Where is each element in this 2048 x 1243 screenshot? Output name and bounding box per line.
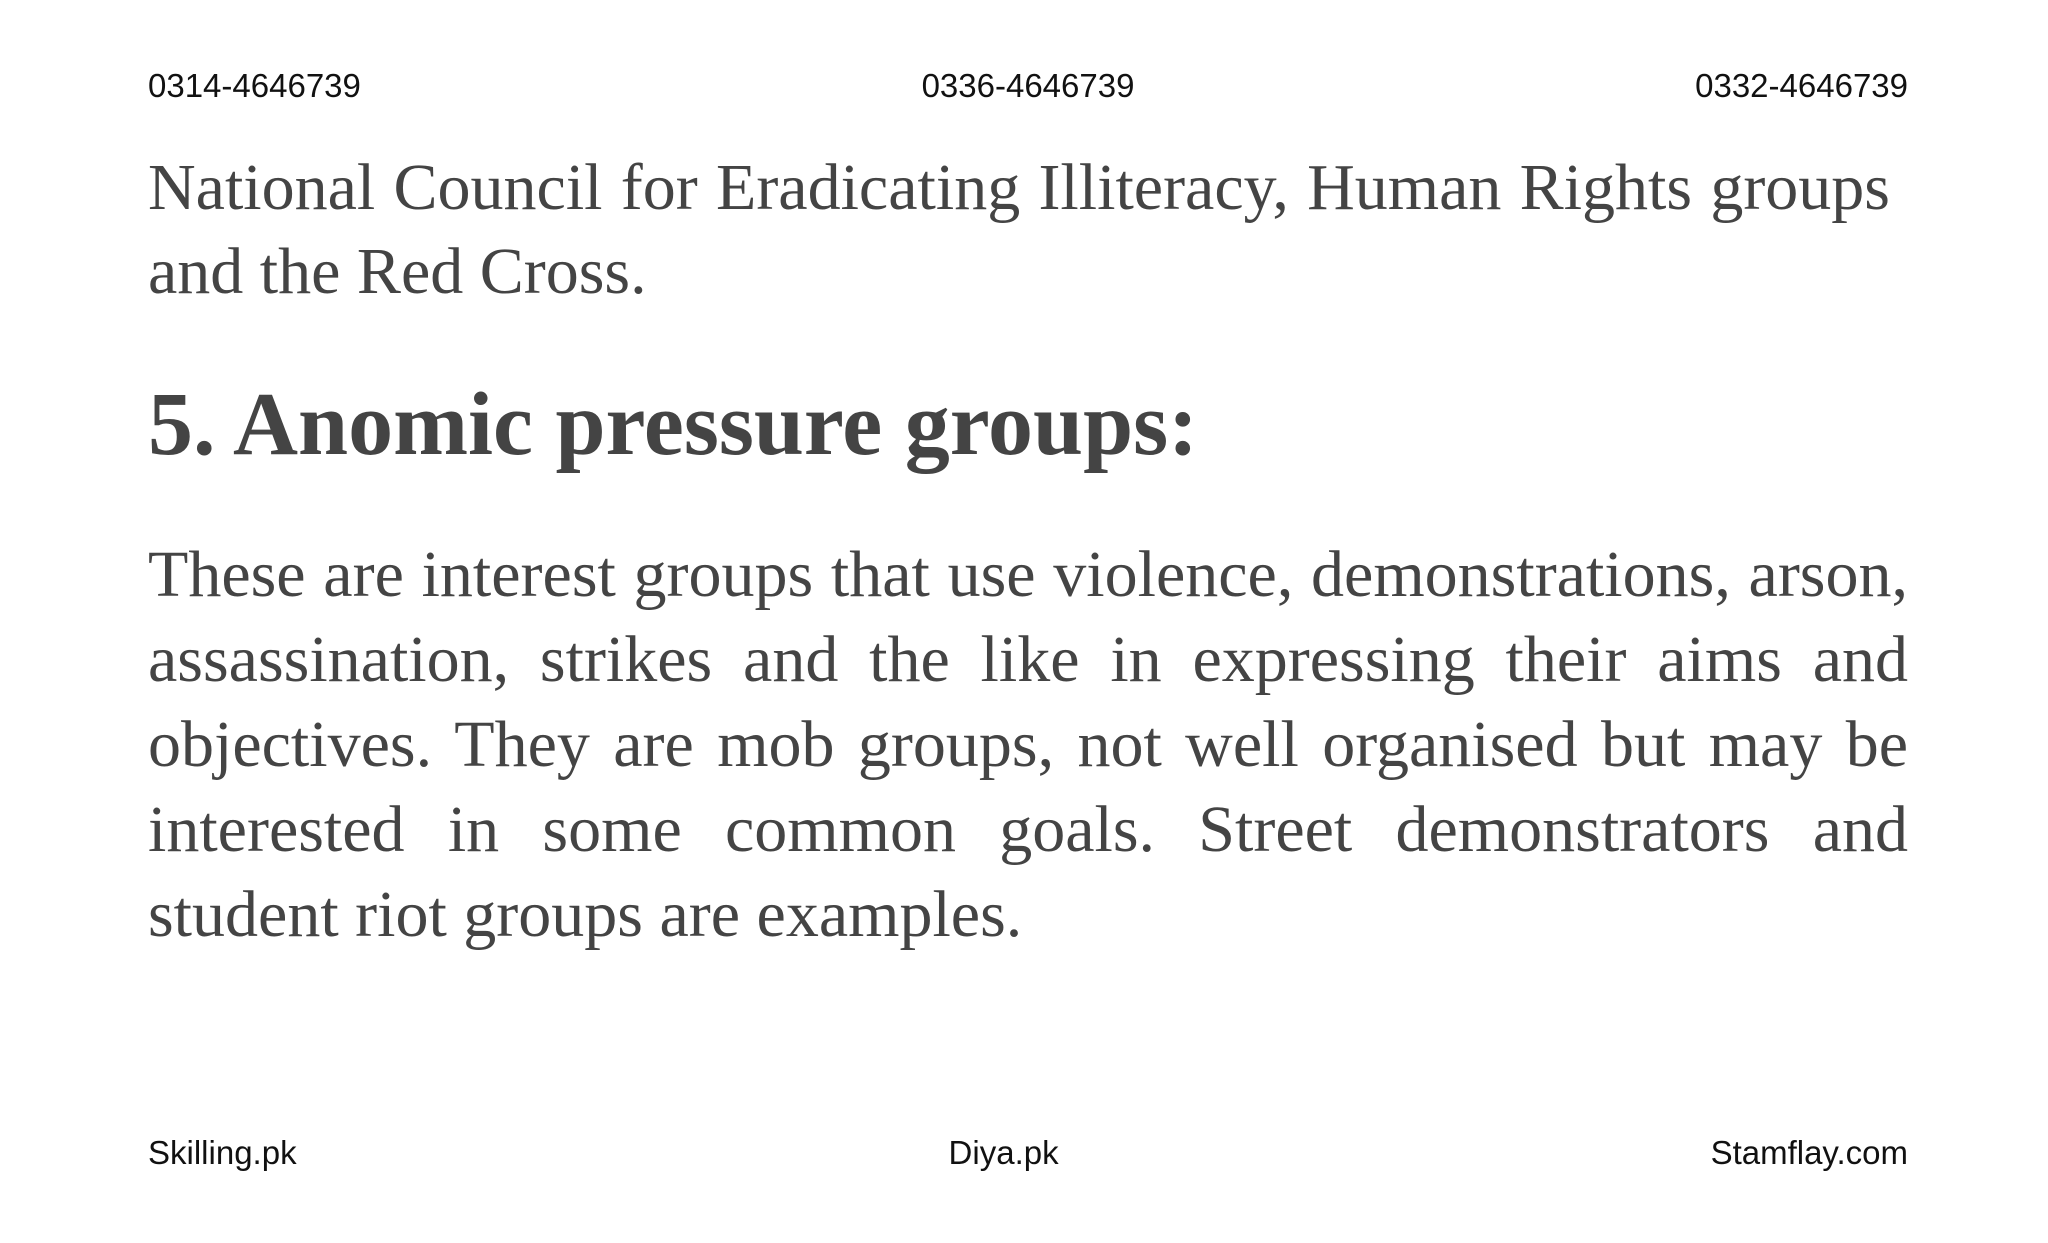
footer-site-left: Skilling.pk: [148, 1134, 297, 1171]
footer-site-center: Diya.pk: [948, 1134, 1059, 1171]
section-heading: 5. Anomic pressure groups:: [148, 375, 1199, 474]
body-paragraph: These are interest groups that use violence, demonstrations, arson, assassination, strikes and the like in expressing their aims and objectives. They are mob groups, not well organised but may be interested in some common goals. Street demonstrators and student riot groups are examples.: [148, 538, 1908, 951]
intro-paragraph: National Council for Eradicating Illiteracy, Human Rights groups and the Red Cross.: [148, 151, 1890, 308]
footer-site-right: Stamflay.com: [1710, 1134, 1908, 1171]
contact-number-center: 0336-4646739: [921, 67, 1135, 104]
contact-bar: [148, 66, 1908, 106]
footer-bar: [148, 1133, 1908, 1173]
contact-number-right: 0332-4646739: [1695, 67, 1908, 104]
document-content: [148, 146, 1908, 957]
contact-number-left: 0314-4646739: [148, 67, 361, 104]
